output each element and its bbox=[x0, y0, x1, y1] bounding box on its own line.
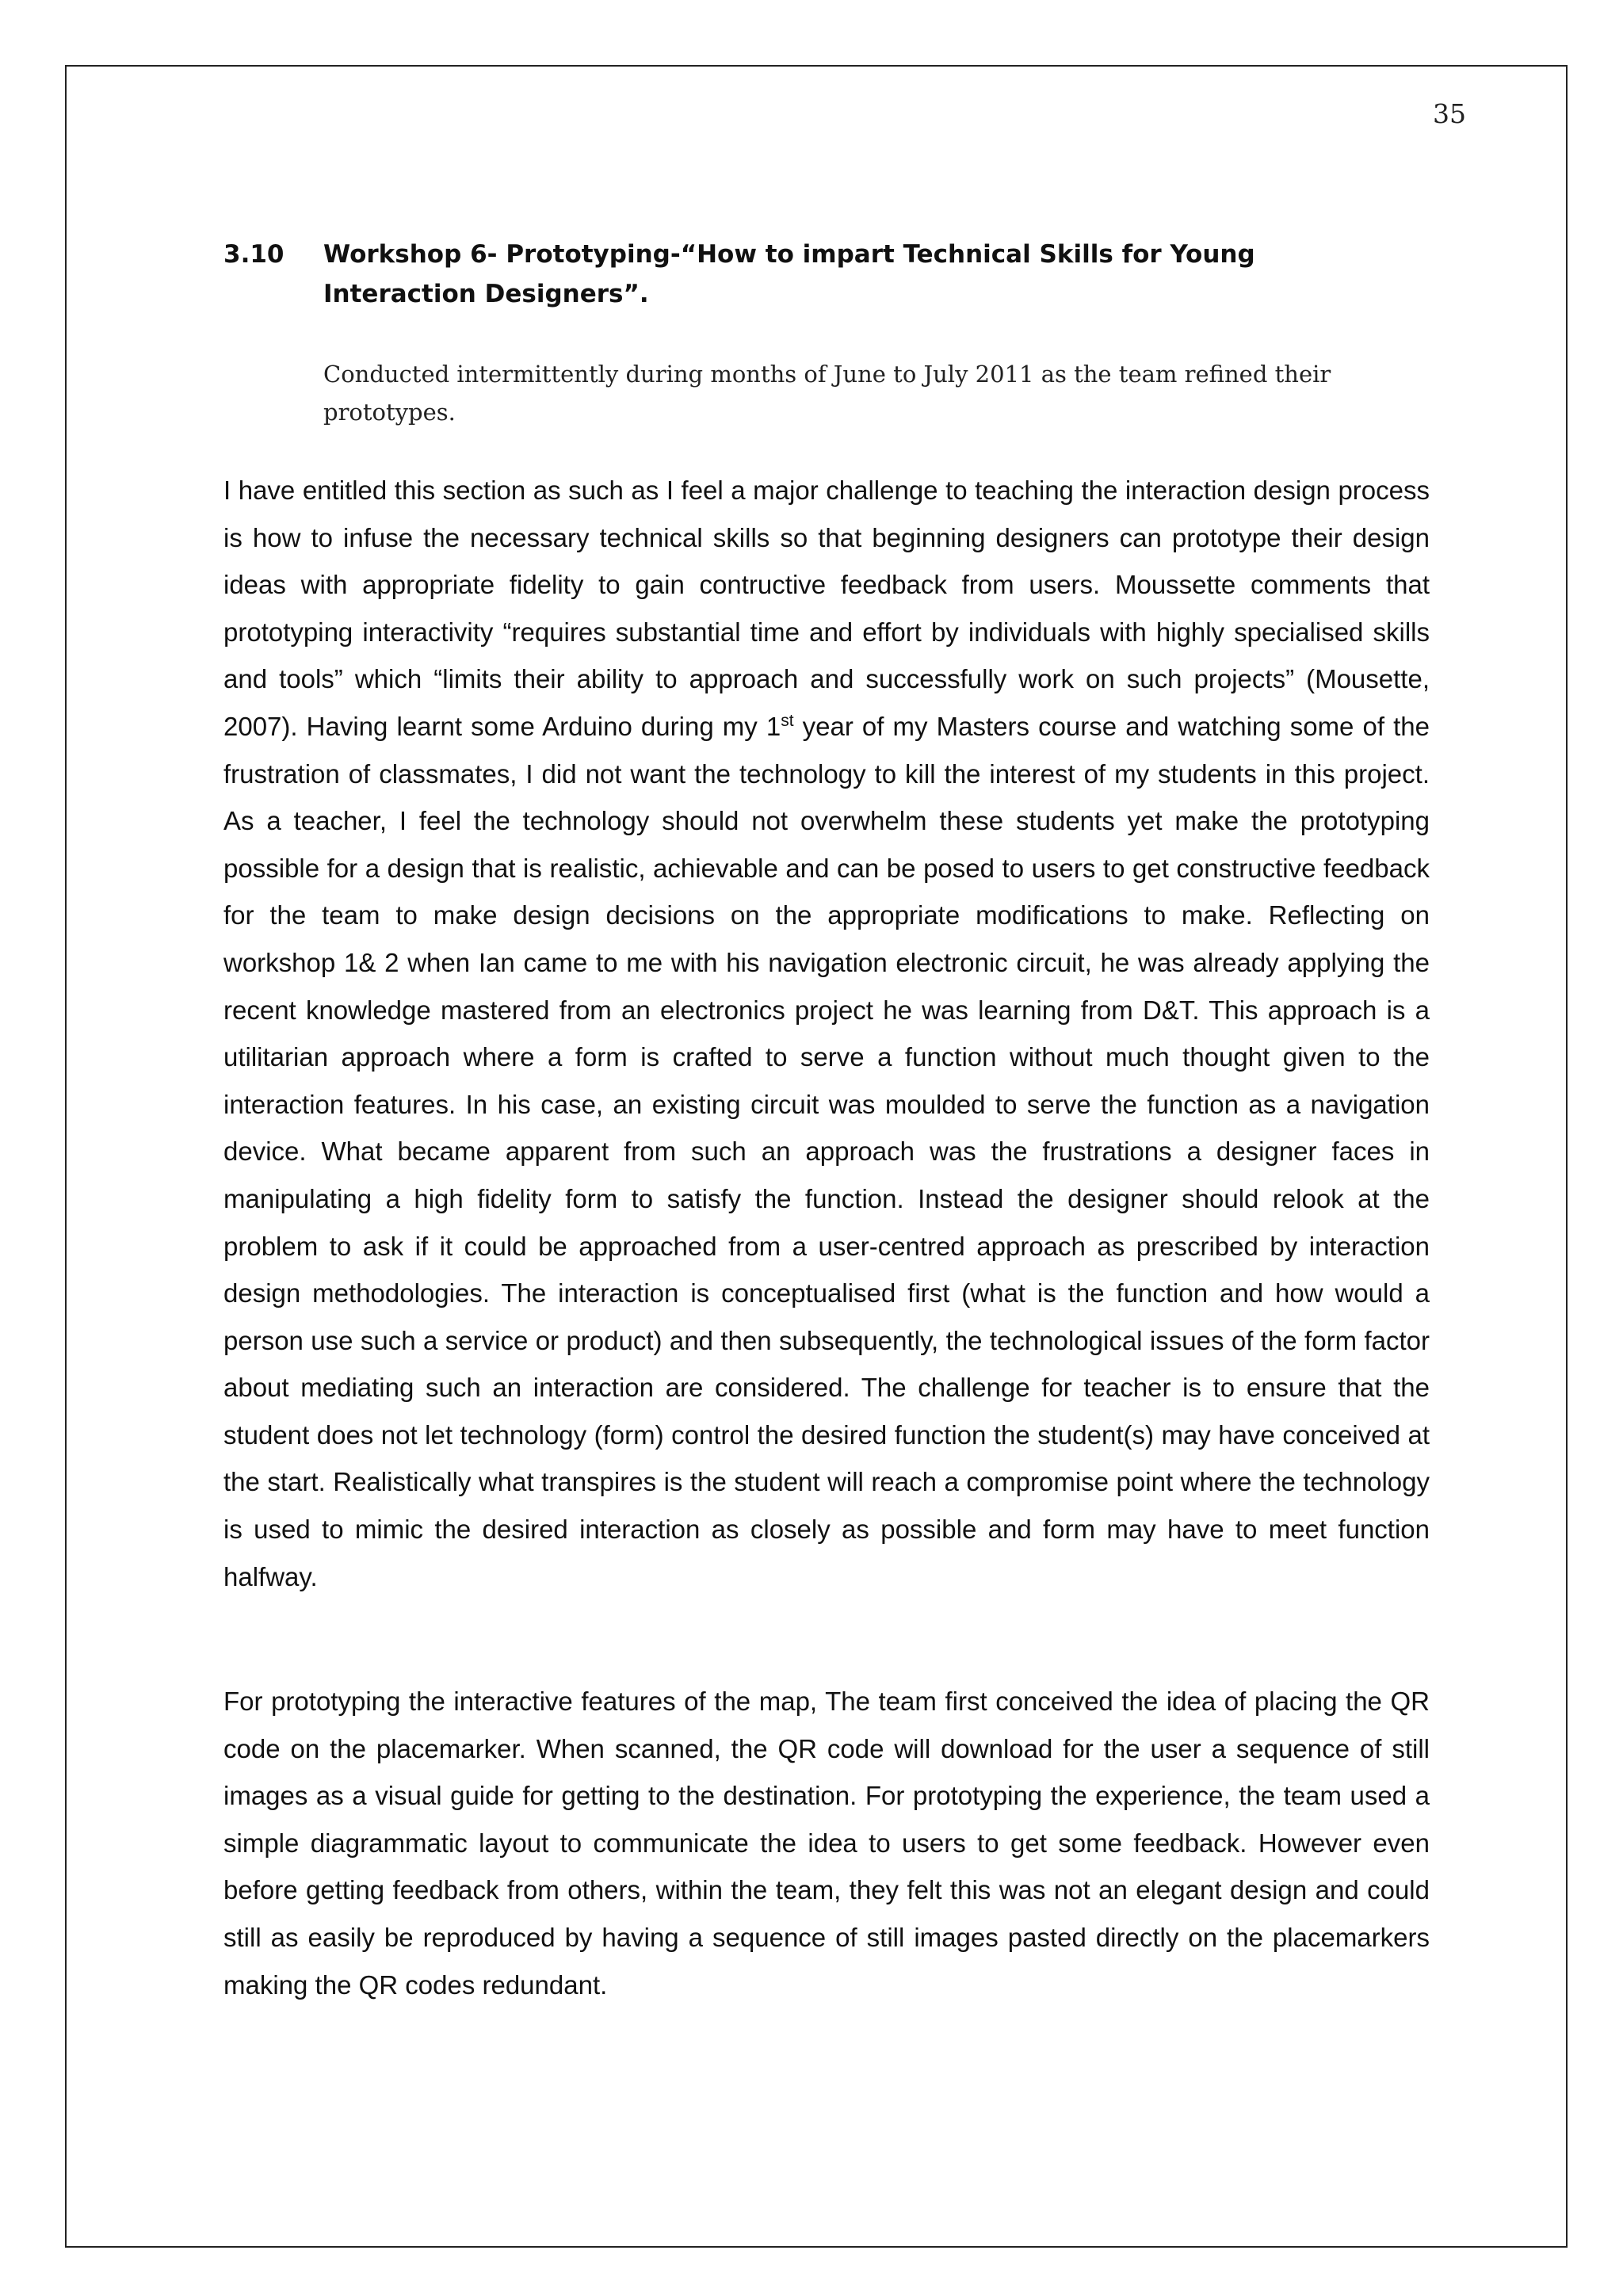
paragraph-1-text-a: I have entitled this section as such as I feel a major challenge to teaching the interaction design process is how to infuse the necessary technical skills so that beginning designers can prototype their design ideas with appropriate fidelity to gain contructive feedback from users. Moussette comments that prototyping interactivity “requires substantial time and effort by individuals with highly specialised skills and tools” which “limits their ability to approach and successfully work on such projects” (Mousette, 2007). Having learnt some Arduino during my 1 bbox=[223, 476, 1430, 741]
ordinal-superscript: st bbox=[781, 711, 794, 730]
body-paragraph-2: For prototyping the interactive features of the map, The team first conceived the idea of placing the QR code on the placemarker. When scanned, the QR code will download for the user a sequence of still images as a visual guide for getting to the destination. For prototyping the experience, the team used a simple diagrammatic layout to communicate the idea to users to get some feedback. However even before getting feedback from others, within the team, they felt this was not an elegant design and could still as easily be reproduced by having a sequence of still images pasted directly on the placemarkers making the QR codes redundant. bbox=[223, 1687, 1430, 2000]
paragraph-1-text-b: year of my Masters course and watching some of the frustration of classmates, I did not want the technology to kill the interest of my students in this project. As a teacher, I feel the technology should not overwhelm these students yet make the prototyping possible for a design that is realistic, achievable and can be posed to users to get constructive feedback for the team to make design decisions on the appropriate modifications to make. Reflecting on workshop 1& 2 when Ian came to me with his navigation electronic circuit, he was already applying the recent knowledge mastered from an electronics project he was learning from D&T. This approach is a utilitarian approach where a form is crafted to serve a function without much thought given to the interaction features. In his case, an existing circuit was moulded to serve the function as a navigation device. What became apparent from such an approach was the frustrations a designer faces in manipulating a high fidelity form to satisfy the function. Instead the designer should relook at the problem to ask if it could be approached from a user-centred approach as prescribed by interaction design methodologies. The interaction is conceptualised first (what is the function and how would a person use such a service or product) and then subsequently, the technological issues of the form factor about mediating such an interaction are considered. The challenge for teacher is to ensure that the student does not let technology (form) control the desired function the student(s) may have conceived at the start. Realistically what transpires is the student will reach a compromise point where the technology is used to mimic the desired interaction as closely as possible and form may have to meet function halfway. bbox=[223, 711, 1430, 1591]
section-title: Workshop 6- Prototyping-“How to impart Technical Skills for Young Interaction Designers”. bbox=[323, 240, 1255, 308]
section-number: 3.10 bbox=[223, 240, 285, 269]
body-paragraph-1 bbox=[223, 467, 1430, 1600]
page-number: 35 bbox=[1433, 98, 1466, 129]
section-subtitle: Conducted intermittently during months of June to July 2011 as the team refined their prototypes. bbox=[323, 361, 1331, 426]
